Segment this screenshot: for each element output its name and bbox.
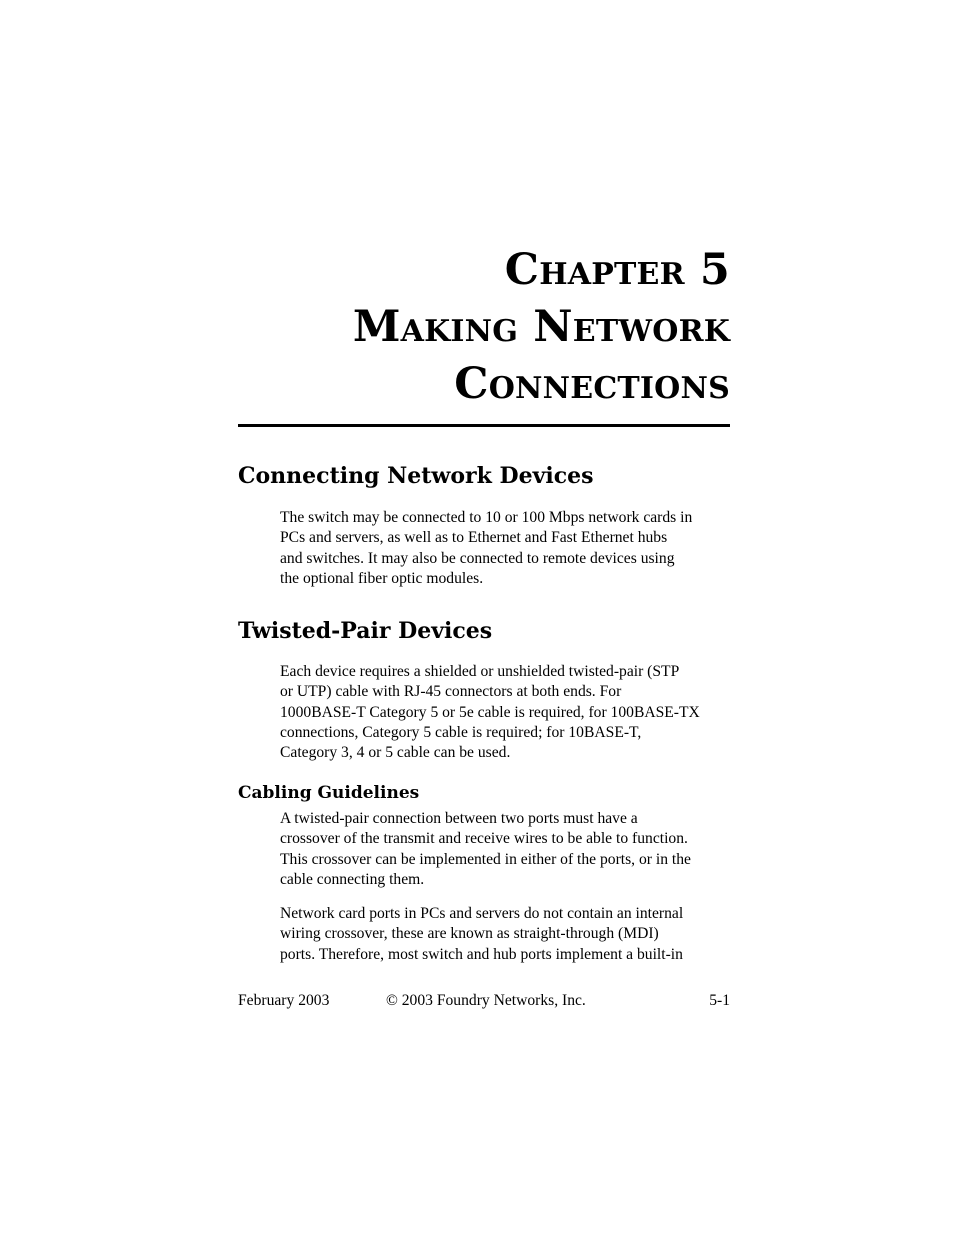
paragraph-line: cable connecting them. xyxy=(280,870,425,888)
paragraph-line: Each device requires a shielded or unshielded twisted-pair (STP xyxy=(280,663,680,680)
paragraph-line: 1000BASE-T Category 5 or 5e cable is required, for 100BASE-TX xyxy=(280,703,700,721)
paragraph-line: Category 3, 4 or 5 cable can be used. xyxy=(280,744,511,762)
paragraph-line: A twisted-pair connection between two ports must have a xyxy=(280,810,638,827)
chapter-title-line: Connections xyxy=(454,359,730,409)
footer-copyright: © 2003 Foundry Networks, Inc. xyxy=(386,992,586,1009)
chapter-title-line: Chapter 5 xyxy=(504,245,730,295)
heading-cabling-guidelines: Cabling Guidelines xyxy=(238,783,420,803)
paragraph-line: Network card ports in PCs and servers do not contain an internal xyxy=(280,905,684,922)
paragraph-line: connections, Category 5 cable is required; for 10BASE-T, xyxy=(280,723,642,741)
chapter-title xyxy=(238,242,730,413)
paragraph-line: PCs and servers, as well as to Ethernet and Fast Ethernet hubs xyxy=(280,529,668,547)
paragraph-line: the optional fiber optic modules. xyxy=(280,569,484,587)
paragraph-line: The switch may be connected to 10 or 100 Mbps network cards in xyxy=(280,509,693,526)
footer-date: February 2003 xyxy=(238,992,330,1009)
paragraph-twisted-pair xyxy=(280,662,732,763)
paragraph-line: ports. Therefore, most switch and hub ports implement a built-in xyxy=(280,945,683,963)
page-number: 5-1 xyxy=(709,992,730,1009)
paragraph-cabling-1 xyxy=(280,809,732,890)
paragraph-line: This crossover can be implemented in either of the ports, or in the xyxy=(280,850,691,868)
paragraph-line: and switches. It may also be connected to remote devices using xyxy=(280,549,675,567)
page-footer xyxy=(238,991,730,1013)
heading-connecting-network-devices: Connecting Network Devices xyxy=(238,463,594,489)
paragraph-line: or UTP) cable with RJ-45 connectors at both ends. For xyxy=(280,683,622,701)
heading-twisted-pair-devices: Twisted-Pair Devices xyxy=(238,618,493,644)
title-divider xyxy=(238,424,730,427)
paragraph-cabling-2 xyxy=(280,904,732,965)
paragraph-connecting xyxy=(280,508,732,589)
paragraph-line: wiring crossover, these are known as straight-through (MDI) xyxy=(280,925,659,943)
chapter-title-line: Making Network xyxy=(352,302,730,352)
paragraph-line: crossover of the transmit and receive wires to be able to function. xyxy=(280,830,688,848)
